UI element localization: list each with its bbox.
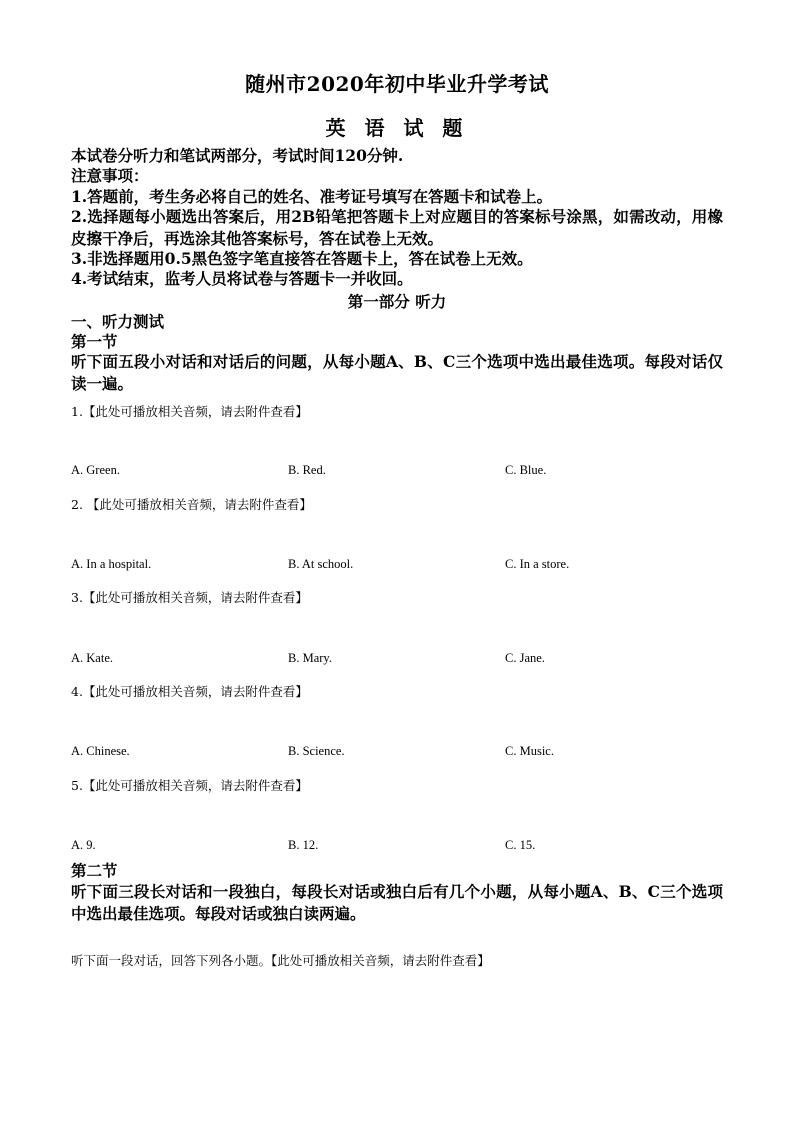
subject-title: 英 语 试 题: [325, 116, 469, 140]
question-1-audio[interactable]: 1.【此处可播放相关音频，请去附件查看】: [71, 404, 308, 419]
question-1-option-b: B. Red.: [288, 463, 326, 477]
question-3-option-a: A. Kate.: [71, 651, 113, 665]
question-3-option-c: C. Jane.: [505, 651, 545, 665]
question-4-audio[interactable]: 4.【此处可播放相关音频，请去附件查看】: [71, 684, 308, 699]
page-title: 随州市2020年初中毕业升学考试: [245, 72, 549, 96]
question-5-option-b: B. 12.: [288, 838, 319, 852]
question-2-option-a: A. In a hospital.: [71, 557, 152, 571]
question-5-option-a: A. 9.: [71, 838, 96, 852]
question-3-option-b: B. Mary.: [288, 651, 332, 665]
question-2-option-b: B. At school.: [288, 557, 354, 571]
question-4-option-b: B. Science.: [288, 744, 345, 758]
section-heading: 一、听力测试: [71, 312, 165, 331]
section1-instruction: 听下面五段小对话和对话后的问题，从每小题A、B、C三个选项中选出最佳选项。每段对话仅读一遍。: [71, 352, 723, 393]
question-1-option-c: C. Blue.: [505, 463, 547, 477]
section2-audio-note[interactable]: 听下面一段对话，回答下列各小题。【此处可播放相关音频，请去附件查看】: [71, 953, 490, 968]
notice-heading: 注意事项：: [71, 166, 149, 185]
section2-instruction: 听下面三段长对话和一段独白，每段长对话或独白后有几个小题，从每小题A、B、C三个选项中选出最佳选项。每段对话或独白读两遍。: [71, 882, 723, 923]
section2-heading: 第二节: [71, 861, 118, 880]
question-2-option-c: C. In a store.: [505, 557, 570, 571]
notice-item-3: 3.非选择题用0.5黑色签字笔直接答在答题卡上，答在试卷上无效。: [71, 249, 533, 268]
exam-intro: 本试卷分听力和笔试两部分，考试时间120分钟.: [71, 146, 404, 165]
question-5-audio[interactable]: 5.【此处可播放相关音频，请去附件查看】: [71, 778, 308, 793]
notice-item-2: 2.选择题每小题选出答案后，用2B铅笔把答题卡上对应题目的答案标号涂黑，如需改动，用橡皮擦干净后，再选涂其他答案标号，答在试卷上无效。: [71, 207, 723, 248]
section1-heading: 第一节: [71, 332, 118, 351]
notice-item-1: 1.答题前，考生务必将自己的姓名、准考证号填写在答题卡和试卷上。: [71, 187, 553, 206]
notice-item-4: 4.考试结束，监考人员将试卷与答题卡一并收回。: [71, 269, 413, 288]
question-2-audio[interactable]: 2. 【此处可播放相关音频，请去附件查看】: [71, 497, 312, 512]
question-5-option-c: C. 15.: [505, 838, 536, 852]
question-4-option-a: A. Chinese.: [71, 744, 130, 758]
part-one-heading: 第一部分 听力: [347, 292, 447, 311]
question-4-option-c: C. Music.: [505, 744, 554, 758]
question-3-audio[interactable]: 3.【此处可播放相关音频，请去附件查看】: [71, 590, 308, 605]
question-1-option-a: A. Green.: [71, 463, 120, 477]
